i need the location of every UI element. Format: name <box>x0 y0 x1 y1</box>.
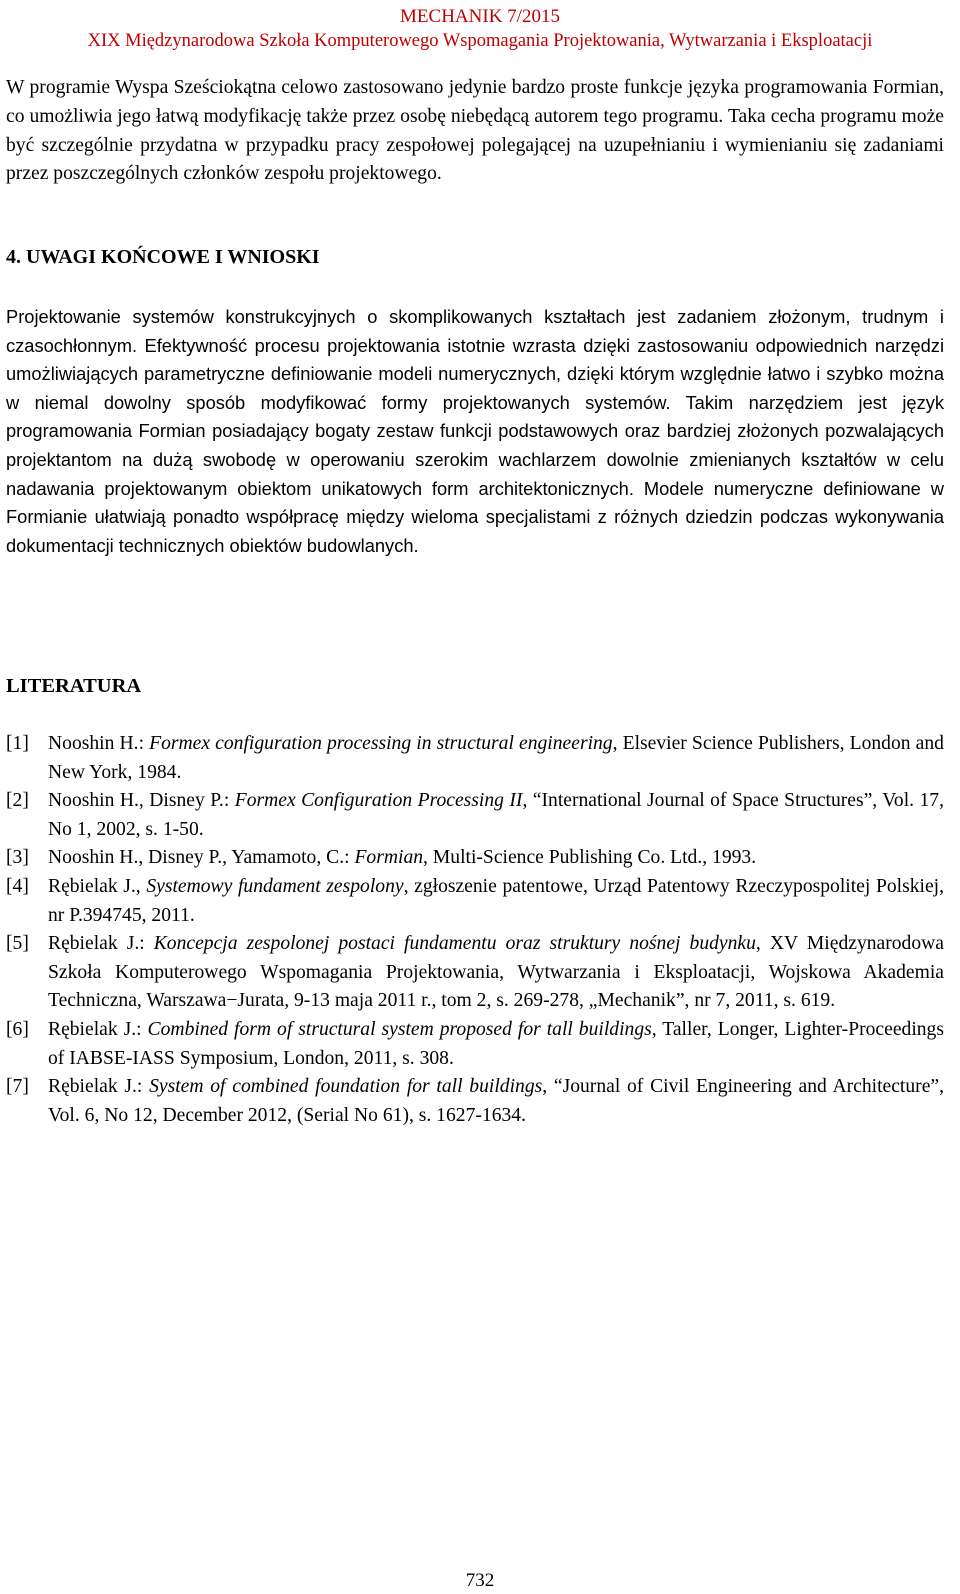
reference-item <box>6 844 944 873</box>
reference-details: , zgłoszenie patentowe, Urząd Patentowy Rzeczypospolitej Polskiej, nr P.394745, 2011. <box>48 875 944 926</box>
reference-item <box>6 787 944 844</box>
reference-authors: Rębielak J.: <box>48 1018 142 1040</box>
intro-paragraph: W programie Wyspa Sześciokątna celowo zastosowano jedynie bardzo proste funkcje języka programowania Formian, co umożliwia jego łatwą modyfikację także przez osobę niebędącą autorem tego programu. Taka cecha programu może być szczególnie przydatna w przypadku pracy zespołowej polegającej na uzupełnianiu i wymienianiu się zadaniami przez poszczególnych członków zespołu projektowego. <box>6 77 944 185</box>
reference-authors: Nooshin H.: <box>48 733 145 754</box>
reference-authors: Nooshin H., Disney P.: <box>48 790 230 812</box>
reference-details: , Taller, Longer, Lighter-Proceedings of IABSE-IASS Symposium, London, 2011, s. 308. <box>48 1018 944 1069</box>
reference-number: [5] <box>6 933 29 955</box>
reference-details: , XV Międzynarodowa Szkoła Komputerowego Wspomagania Projektowania, Wytwarzania i Eksploatacji, Wojskowa Akademia Techniczna, Warszawa−Jurata, 9-13 maja 2011 r., tom 2, s. 269-278, „Mechanik”, nr 7, 2011, s. 619. <box>48 933 944 1012</box>
reference-item <box>6 930 944 1016</box>
reference-details: , Multi-Science Publishing Co. Ltd., 1993. <box>423 847 757 869</box>
reference-number: [7] <box>6 1076 29 1098</box>
reference-title: Systemowy fundament zespolony <box>146 875 404 897</box>
reference-details: , “Journal of Civil Engineering and Architecture”, Vol. 6, No 12, December 2012, (Serial No 61), s. 1627-1634. <box>48 1076 944 1126</box>
running-header <box>0 4 960 54</box>
reference-details: , Elsevier Science Publishers, London and New York, 1984. <box>48 733 944 783</box>
reference-number: [3] <box>6 847 29 869</box>
conclusions-paragraph: Projektowanie systemów konstrukcyjnych o skomplikowanych kształtach jest zadaniem złożonym, trudnym i czasochłonnym. Efektywność procesu projektowania istotnie wzrasta dzięki zastosowaniu odpowiednich narzędzi umożliwiających parametryczne definiowanie modeli numerycznych, dzięki którym względnie łatwo i szybko można w niemal dowolny sposób modyfikować formy projektowanych systemów. Takim narzędziem jest język programowania Formian posiadający bogaty zestaw funkcji podstawowych oraz bardziej złożonych pozwalających projektantom na dużą swobodę w operowaniu szerokim wachlarzem dowolnie zmienianych kształtów w celu nadawania projektowanym obiektom unikatowych form architektonicznych. Modele numeryczne definiowane w Formianie ułatwiają ponadto współpracę między wieloma specjalistami z różnych dziedzin podczas wykonywania dokumentacji technicznych obiektów budowlanych. <box>6 306 944 556</box>
reference-item <box>6 1073 944 1130</box>
reference-number: [2] <box>6 790 29 812</box>
reference-title: Combined form of structural system proposed for tall buildings <box>147 1018 652 1040</box>
reference-title: Koncepcja zespolonej postaci fundamentu oraz struktury nośnej budynku <box>153 933 756 955</box>
reference-item <box>6 873 944 930</box>
section-heading-conclusions: 4. UWAGI KOŃCOWE I WNIOSKI <box>6 246 320 268</box>
reference-authors: Rębielak J., <box>48 875 141 897</box>
reference-item <box>6 1016 944 1073</box>
reference-title: Formex Configuration Processing II <box>234 790 523 812</box>
reference-title: Formex configuration processing in structural engineering <box>149 733 613 754</box>
reference-number: [4] <box>6 875 29 897</box>
reference-list <box>6 730 944 1130</box>
reference-number: [6] <box>6 1018 29 1040</box>
reference-title: Formian <box>354 847 424 869</box>
reference-title: System of combined foundation for tall buildings <box>149 1076 543 1098</box>
reference-details: , “International Journal of Space Structures”, Vol. 17, No 1, 2002, s. 1-50. <box>48 790 945 840</box>
reference-authors: Nooshin H., Disney P., Yamamoto, C.: <box>48 847 350 869</box>
reference-number: [1] <box>6 733 29 754</box>
reference-authors: Rębielak J.: <box>48 933 145 955</box>
journal-name: MECHANIK 7/2015 <box>400 6 560 27</box>
page-number: 732 <box>465 1570 495 1591</box>
literature-heading: LITERATURA <box>6 675 142 697</box>
reference-authors: Rębielak J.: <box>48 1076 143 1098</box>
conference-name: XIX Międzynarodowa Szkoła Komputerowego Wspomagania Projektowania, Wytwarzania i Eksploatacji <box>87 31 873 51</box>
reference-item <box>6 730 944 787</box>
